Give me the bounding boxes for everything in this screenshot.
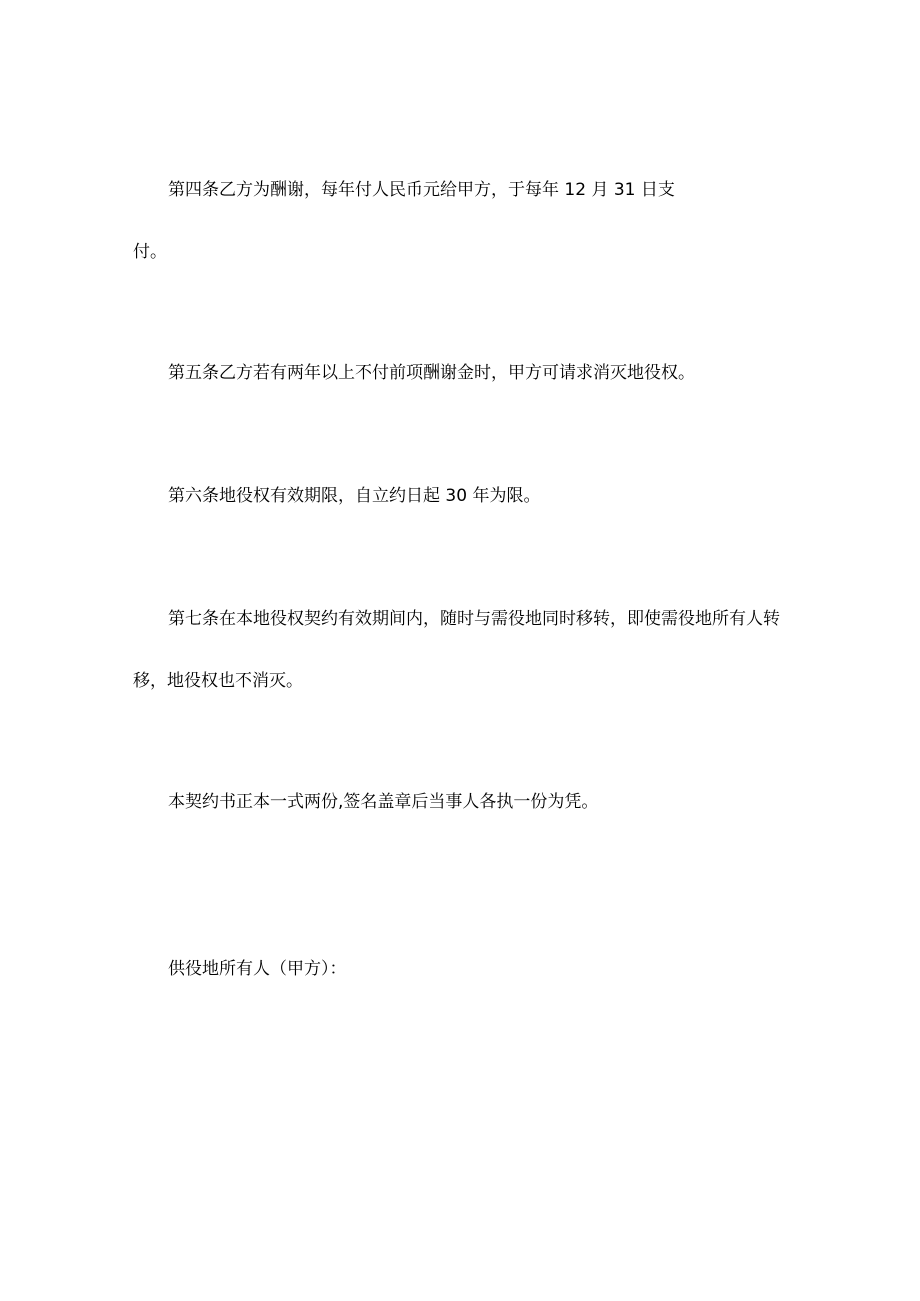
article-7-line-2: 移，地役权也不消灭。 (133, 671, 303, 691)
article-5-line-1: 第五条乙方若有两年以上不付前项酬谢金时，甲方可请求消灭地役权。 (168, 363, 695, 383)
article-6-line-1: 第六条地役权有效期限，自立约日起 30 年为限。 (168, 486, 541, 506)
copies-clause-line: 本契约书正本一式两份,签名盖章后当事人各执一份为凭。 (168, 792, 599, 812)
article-4-line-2: 付。 (133, 242, 167, 262)
signature-party-a-label: 供役地所有人（甲方）： (168, 959, 347, 979)
article-7-line-1: 第七条在本地役权契约有效期间内，随时与需役地同时移转，即使需役地所有人转 (168, 609, 780, 629)
article-4-line-1: 第四条乙方为酬谢，每年付人民币元给甲方，于每年 12 月 31 日支 (168, 180, 675, 200)
